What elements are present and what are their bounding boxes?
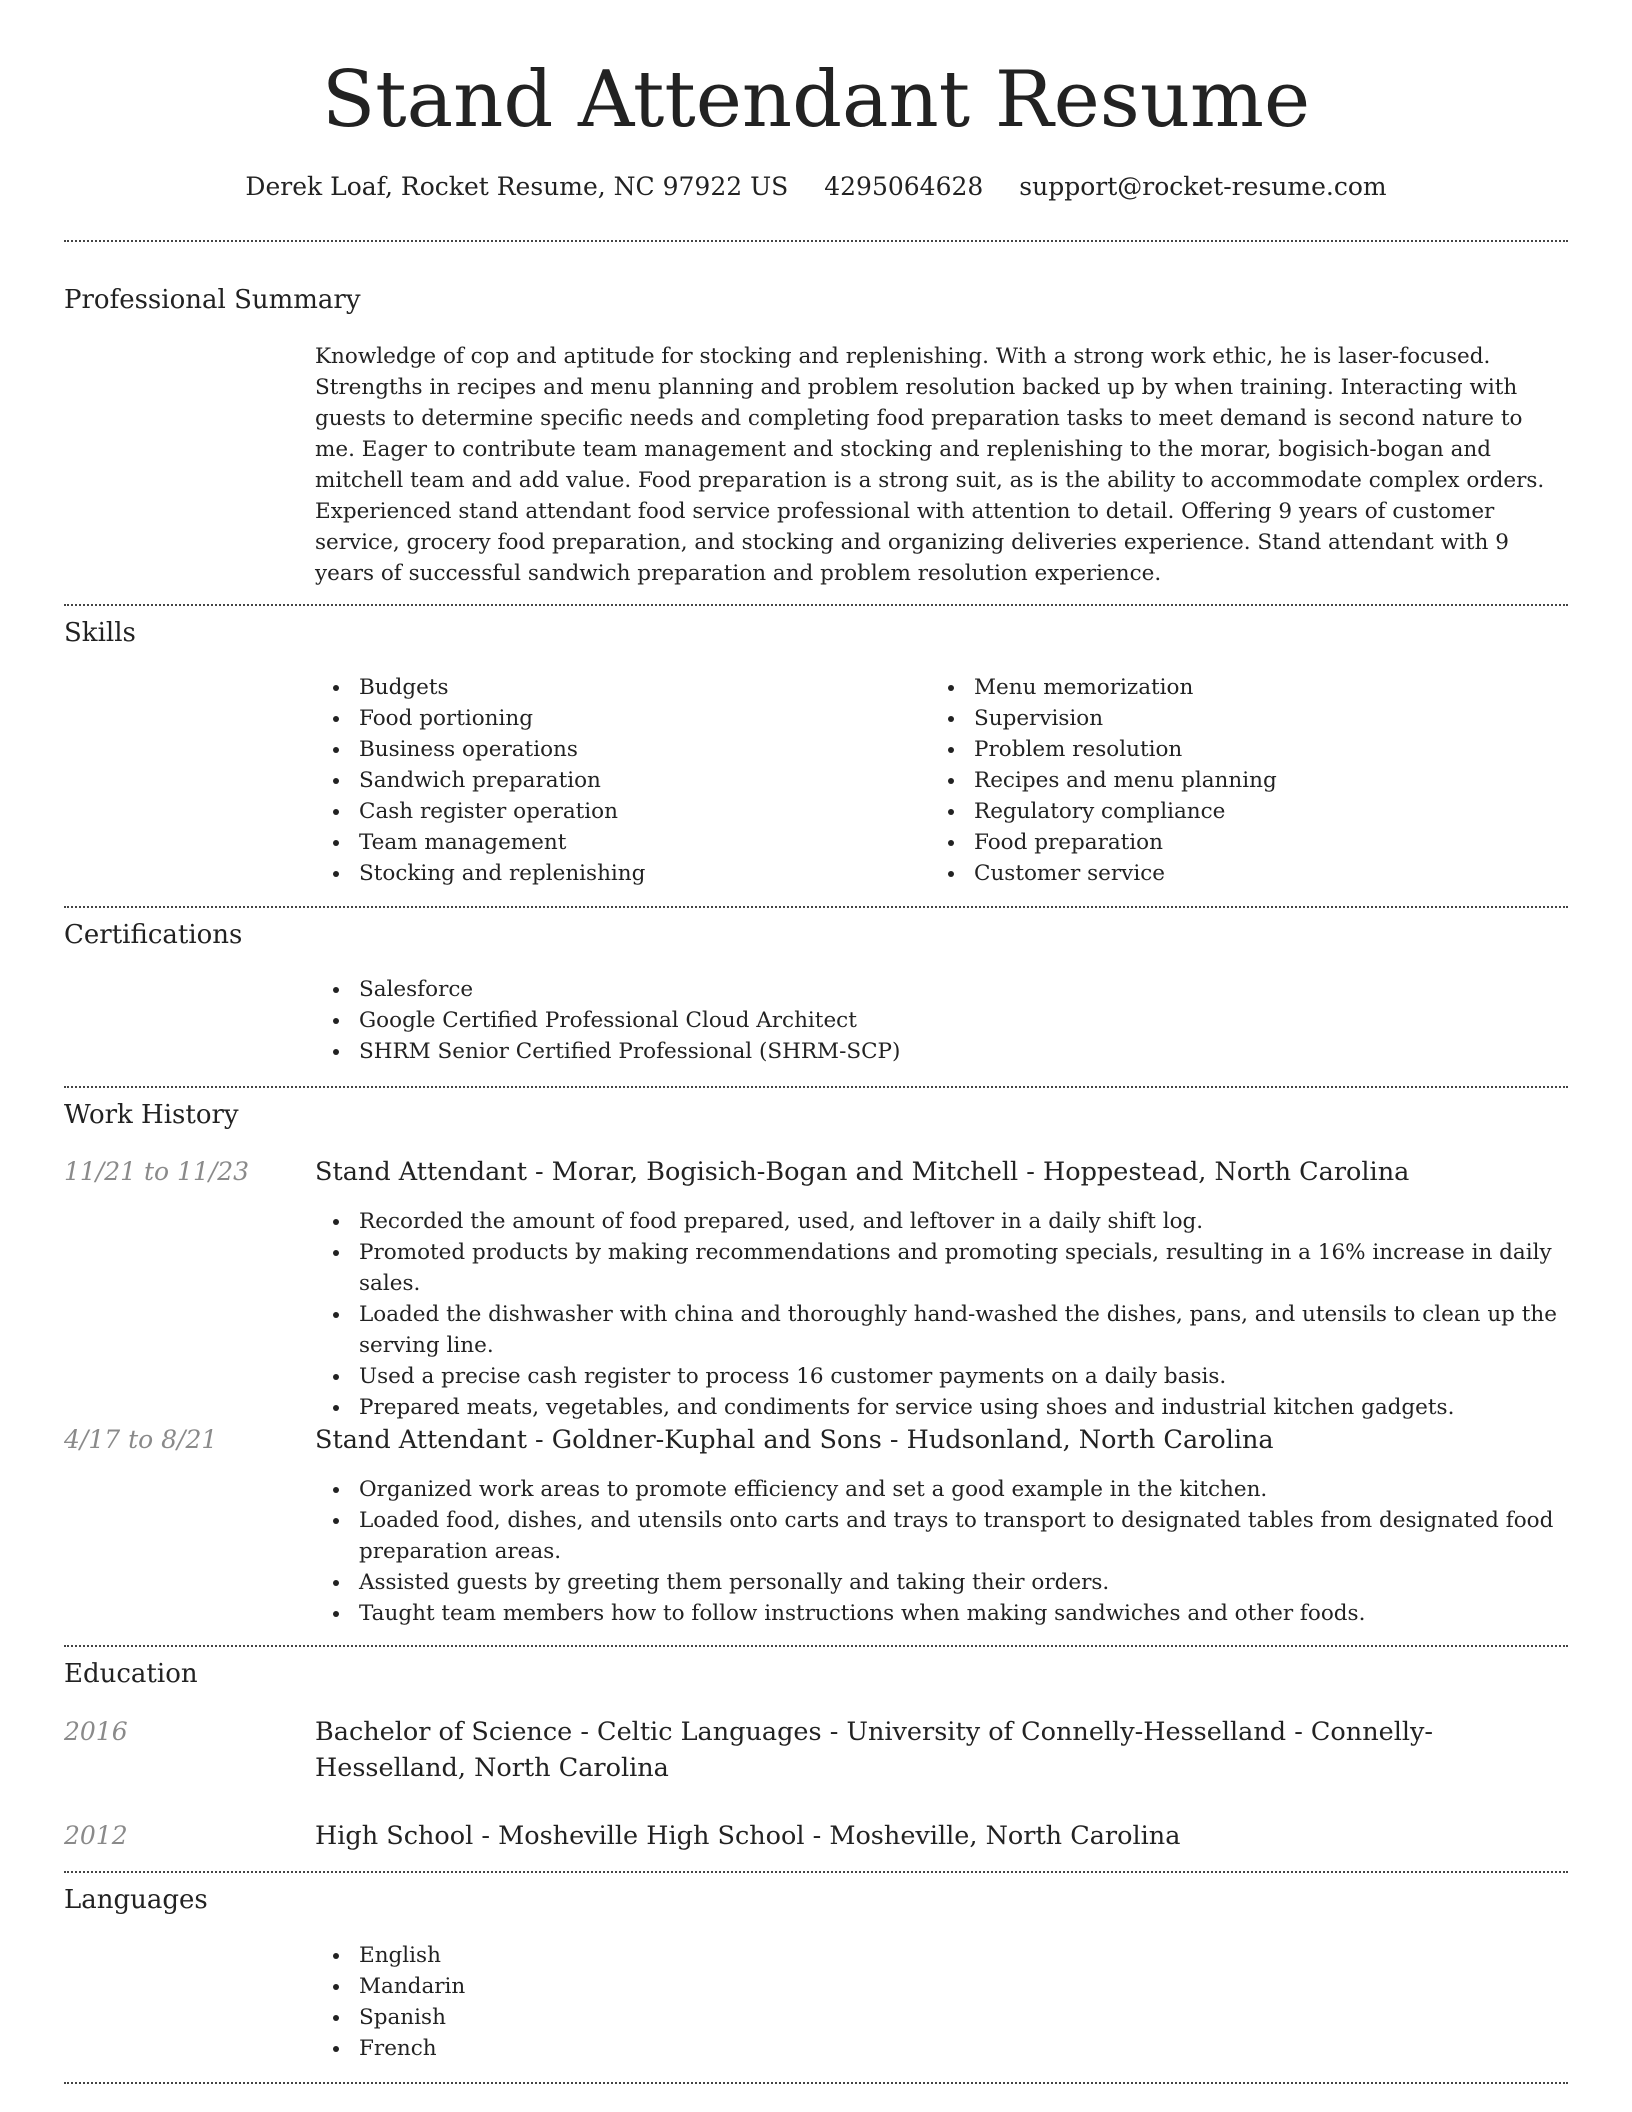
job-bullet: Organized work areas to promote efficiency and set a good example in the kitchen. xyxy=(315,1474,1568,1505)
skills-list-right xyxy=(930,672,1550,889)
contact-address: Derek Loaf, Rocket Resume, NC 97922 US xyxy=(245,172,789,201)
divider xyxy=(64,906,1568,908)
summary-text: Knowledge of cop and aptitude for stocking and replenishing. With a strong work ethic, he is laser-focused. Strengths in recipes and menu planning and problem resolution backed up by when training. Interacting with guests to determine specific needs and completing food preparation tasks to meet demand is second nature to me. Eager to contribute team management and stocking and replenishing to the morar, bogisich-bogan and mitchell team and add value. Food preparation is a strong suit, as is the ability to accommodate complex orders. Experienced stand attendant food service professional with attention to detail. Offering 9 years of customer service, grocery food preparation, and stocking and organizing deliveries experience. Stand attendant with 9 years of successful sandwich preparation and problem resolution experience. xyxy=(315,344,1545,586)
job-bullet: Assisted guests by greeting them personally and taking their orders. xyxy=(315,1567,1568,1598)
skill-item: Problem resolution xyxy=(930,734,1550,765)
skill-item: Cash register operation xyxy=(315,796,915,827)
skill-item: Recipes and menu planning xyxy=(930,765,1550,796)
job-role: Stand Attendant xyxy=(315,1425,527,1455)
language-item: Mandarin xyxy=(315,1971,1568,2002)
skill-item: Team management xyxy=(315,827,915,858)
job-bullet: Used a precise cash register to process 16 customer payments on a daily basis. xyxy=(315,1361,1568,1392)
job-bullets xyxy=(315,1474,1568,1629)
divider xyxy=(64,240,1568,242)
job-employer: - Goldner-Kuphal and Sons - Hudsonland, North Carolina xyxy=(526,1425,1274,1455)
job-role: Stand Attendant xyxy=(315,1157,527,1187)
skill-item: Regulatory compliance xyxy=(930,796,1550,827)
certification-item: Salesforce xyxy=(315,974,1568,1005)
education-degree: High School xyxy=(315,1821,474,1851)
divider xyxy=(64,1871,1568,1873)
job-bullet: Prepared meats, vegetables, and condiments for service using shoes and industrial kitchen gadgets. xyxy=(315,1392,1568,1423)
skill-item: Customer service xyxy=(930,858,1550,889)
skill-item: Supervision xyxy=(930,703,1550,734)
job-bullets xyxy=(315,1206,1568,1423)
divider xyxy=(64,604,1568,606)
education-school: - Mosheville High School - Mosheville, North Carolina xyxy=(473,1821,1181,1851)
certification-item: SHRM Senior Certified Professional (SHRM-SCP) xyxy=(315,1036,1568,1067)
skill-item: Sandwich preparation xyxy=(315,765,915,796)
languages-list xyxy=(315,1940,1568,2064)
skills-heading: Skills xyxy=(64,618,136,648)
education-entry xyxy=(315,1714,1568,1786)
job-bullet: Loaded the dishwasher with china and thoroughly hand-washed the dishes, pans, and utensils to clean up the serving line. xyxy=(315,1299,1568,1361)
divider xyxy=(64,1645,1568,1647)
divider xyxy=(64,1086,1568,1088)
job-dates: 4/17 to 8/21 xyxy=(64,1425,218,1454)
education-entry xyxy=(315,1818,1568,1854)
education-school: - University of Connelly-Hesselland - Connelly-Hesselland, North Carolina xyxy=(315,1717,1434,1783)
certifications-heading: Certifications xyxy=(64,920,243,950)
language-item: Spanish xyxy=(315,2002,1568,2033)
language-item: French xyxy=(315,2033,1568,2064)
job-title xyxy=(315,1154,1568,1190)
job-bullet: Taught team members how to follow instructions when making sandwiches and other foods. xyxy=(315,1598,1568,1629)
language-item: English xyxy=(315,1940,1568,1971)
work-heading: Work History xyxy=(64,1100,239,1130)
job-title xyxy=(315,1422,1568,1458)
contact-email: support@rocket-resume.com xyxy=(1019,172,1387,201)
languages-heading: Languages xyxy=(64,1885,208,1915)
education-year: 2012 xyxy=(64,1821,128,1850)
education-year: 2016 xyxy=(64,1717,128,1746)
divider xyxy=(64,2082,1568,2084)
education-heading: Education xyxy=(64,1659,198,1689)
contact-line xyxy=(0,170,1632,204)
skill-item: Business operations xyxy=(315,734,915,765)
certification-item: Google Certified Professional Cloud Architect xyxy=(315,1005,1568,1036)
job-employer: - Morar, Bogisich-Bogan and Mitchell - Hoppestead, North Carolina xyxy=(526,1157,1410,1187)
education-degree: Bachelor of Science - Celtic Languages xyxy=(315,1717,822,1747)
skills-list-left xyxy=(315,672,915,889)
skill-item: Food portioning xyxy=(315,703,915,734)
skill-item: Menu memorization xyxy=(930,672,1550,703)
summary-heading: Professional Summary xyxy=(64,285,361,315)
job-bullet: Recorded the amount of food prepared, used, and leftover in a daily shift log. xyxy=(315,1206,1568,1237)
skill-item: Budgets xyxy=(315,672,915,703)
skill-item: Food preparation xyxy=(930,827,1550,858)
job-dates: 11/21 to 11/23 xyxy=(64,1157,250,1186)
job-bullet: Loaded food, dishes, and utensils onto carts and trays to transport to designated tables from designated food preparation areas. xyxy=(315,1505,1568,1567)
job-bullet: Promoted products by making recommendations and promoting specials, resulting in a 16% increase in daily sales. xyxy=(315,1237,1568,1299)
certifications-list xyxy=(315,974,1568,1067)
skill-item: Stocking and replenishing xyxy=(315,858,915,889)
contact-phone: 4295064628 xyxy=(824,172,984,201)
resume-title: Stand Attendant Resume xyxy=(321,55,1311,145)
